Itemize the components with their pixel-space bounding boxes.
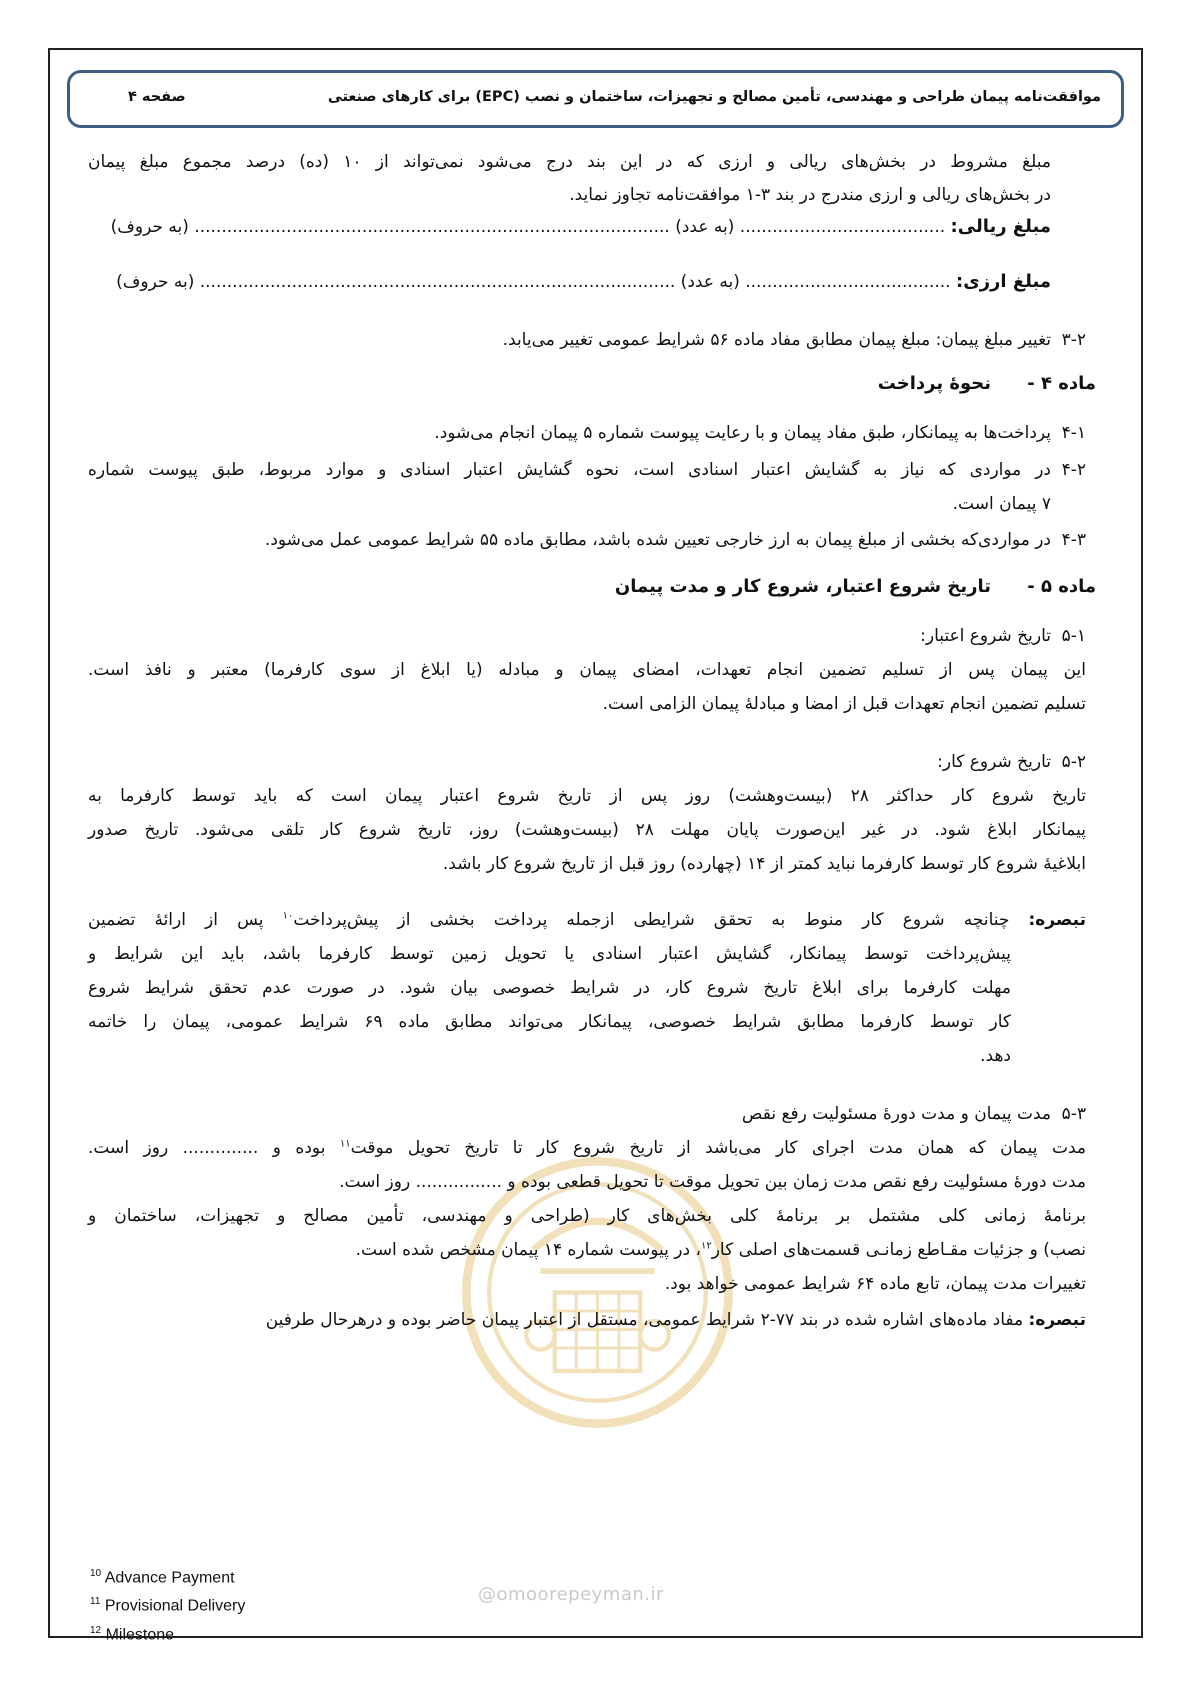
rial-amount-label: مبلغ ریالی: xyxy=(950,216,1051,237)
clause-5-1-line-2: تسلیم تضمین انجام تعهدات قبل از امضا و مبادلۀ پیمان الزامی است. xyxy=(602,694,1086,714)
clause-5-3-text: ، در پیوست شماره ۱۴ پیمان مشخص شده است. xyxy=(355,1240,701,1260)
clause-number: ۵-۲ xyxy=(1061,752,1086,772)
clause-number: ۵-۳ xyxy=(1061,1104,1086,1124)
footnote-ref: ۱۰ xyxy=(282,910,294,922)
note-5-2-line-3: مهلت کارفرما برای ابلاغ تاریخ شروع کار، در شرایط خصوصی بیان شود. در صورت عدم تحقق شرایط شروع xyxy=(88,978,1011,998)
clause-5-3-line-4 xyxy=(356,1240,1086,1260)
intro-line-2: در بخش‌های ریالی و ارزی مندرج در بند ۳-۱ موافقت‌نامه تجاوز نماید. xyxy=(569,185,1051,205)
note-text: مفاد ماده‌های اشاره شده در بند ۷۷-۲ شرایط عمومی، مستقل از اعتبار پیمان حاضر بوده و درهرحال طرفین xyxy=(265,1310,1024,1330)
note-text: پس از ارائۀ تضمین xyxy=(88,910,264,930)
clause-3-2-text: تغییر مبلغ پیمان: مبلغ پیمان مطابق مفاد ماده ۵۶ شرایط عمومی تغییر می‌یابد. xyxy=(502,330,1051,350)
note-5-2-line-2: پیش‌پرداخت توسط پیمانکار، گشایش اعتبار اسنادی یا تحویل زمین توسط کارفرما باشد، باید این شرایط و xyxy=(88,944,1011,964)
clause-5-1-line-1: این پیمان پس از تسلیم تضمین انجام تعهدات، امضای پیمان و مبادله (یا ابلاغ از سوی کارفرما) معتبر و نافذ است. xyxy=(88,660,1086,680)
foreign-amount-label: مبلغ ارزی: xyxy=(956,271,1051,292)
footnote-ref: ۱۲ xyxy=(700,1240,712,1252)
clause-number: ۳-۲ xyxy=(1061,330,1086,350)
clause-number: ۴-۳ xyxy=(1061,530,1086,550)
clause-5-3-text: مدت پیمان که همان مدت اجرای کار می‌باشد از تاریخ شروع کار تا تاریخ تحویل موقت xyxy=(350,1138,1086,1158)
watermark-text: @omoorepeyman.ir xyxy=(478,1584,664,1605)
foreign-amount-row xyxy=(116,271,1051,292)
clause-5-2-title: تاریخ شروع کار: xyxy=(937,752,1051,772)
footnote-ref: ۱۱ xyxy=(339,1138,351,1150)
clause-4-3-text: در مواردی‌که بخشی از مبلغ پیمان به ارز خارجی تعیین شده باشد، مطابق ماده ۵۵ شرایط عمومی عمل می‌شود. xyxy=(264,530,1051,550)
rial-amount-row xyxy=(111,216,1051,237)
clause-5-1-title: تاریخ شروع اعتبار: xyxy=(920,626,1051,646)
clause-5-3-title: مدت پیمان و مدت دورۀ مسئولیت رفع نقص xyxy=(741,1104,1051,1124)
note-text: چنانچه شروع کار منوط به تحقق شرایطی ازجمله پرداخت بخشی از پیش‌پرداخت xyxy=(293,910,1010,930)
header-title: موافقت‌نامه پیمان طراحی و مهندسی، تأمین مصالح و تجهیزات، ساختمان و نصب (EPC) برای کارهای صنعتی xyxy=(327,89,1101,105)
clause-4-2-line-2: ۷ پیمان است. xyxy=(952,494,1051,514)
footnote-item: $^{10}$ Advance Payment xyxy=(90,1568,235,1587)
article-4-label: ماده ۴ - xyxy=(1027,373,1096,394)
clause-5-2-line-2: پیمانکار ابلاغ شود. در غیر این‌صورت پایان مهلت ۲۸ (بیست‌وهشت) روز، تاریخ شروع کار تلقی می‌شود. تاریخ صدور xyxy=(88,820,1086,840)
article-4-title: نحوۀ پرداخت xyxy=(877,373,991,394)
footnote-item: $^{11}$ Provisional Delivery xyxy=(90,1596,246,1615)
clause-5-2-line-3: ابلاغیۀ شروع کار توسط کارفرما نباید کمتر از ۱۴ (چهارده) روز قبل از تاریخ شروع کار باشد. xyxy=(442,854,1086,874)
note-label: تبصره: xyxy=(1028,910,1086,930)
clause-4-1-text: پرداخت‌ها به پیمانکار، طبق مفاد پیمان و با رعایت پیوست شماره ۵ پیمان انجام می‌شود. xyxy=(434,423,1051,443)
footnotes xyxy=(90,1562,245,1647)
page-header xyxy=(67,70,1124,128)
footnote-item: $^{12}$ Milestone xyxy=(90,1624,175,1643)
page-number: صفحه ۴ xyxy=(128,89,186,105)
clause-number: ۴-۱ xyxy=(1061,423,1086,443)
note-5-3 xyxy=(266,1310,1086,1330)
intro-line-1: مبلغ مشروط در بخش‌های ریالی و ارزی که در این بند درج می‌شود نمی‌تواند از ۱۰ (ده) درصد مجموع مبلغ پیمان xyxy=(88,152,1052,172)
clause-number: ۴-۲ xyxy=(1061,460,1086,480)
article-5-label: ماده ۵ - xyxy=(1027,576,1096,597)
article-5-title: تاریخ شروع اعتبار، شروع کار و مدت پیمان xyxy=(614,576,991,597)
clause-4-2-line-1: در مواردی که نیاز به گشایش اعتبار اسنادی است، نحوه گشایش اعتبار اسنادی و موارد مربوط، طبق پیوست شماره xyxy=(88,460,1051,480)
note-label: تبصره: xyxy=(1028,1310,1086,1330)
clause-5-3-line-2: مدت دورۀ مسئولیت رفع نقص مدت زمان بین تحویل موقت تا تحویل قطعی بوده و ................ روز است. xyxy=(339,1172,1086,1192)
note-5-2-line-1 xyxy=(88,910,1086,930)
rial-amount-fill: ...................................... (به عدد) ........................................................................................ (به حروف) xyxy=(110,217,946,237)
clause-5-3-line-3: برنامۀ زمانی کلی مشتمل بر برنامۀ کلی بخش‌های کار (طراحی و مهندسی، تأمین مصالح و تجهیزات، ساختمان و xyxy=(88,1206,1086,1226)
clause-5-3-text: بوده و .............. روز است. xyxy=(88,1138,326,1158)
clause-5-3-line-5: تغییرات مدت پیمان، تابع ماده ۶۴ شرایط عمومی خواهد بود. xyxy=(664,1274,1086,1294)
clause-number: ۵-۱ xyxy=(1061,626,1086,646)
clause-5-3-line-1 xyxy=(88,1138,1086,1158)
foreign-amount-fill: ...................................... (به عدد) ........................................................................................ (به حروف) xyxy=(116,272,951,292)
note-5-2-line-4: کار توسط کارفرما مطابق شرایط خصوصی، پیمانکار می‌تواند مطابق ماده ۶۹ شرایط عمومی، پیمان را خاتمه xyxy=(88,1012,1011,1032)
clause-5-3-text: نصب) و جزئیات مقـاطع زمانـی قسمت‌های اصلی کار xyxy=(711,1240,1086,1260)
note-5-2-line-5: دهد. xyxy=(980,1046,1011,1066)
clause-5-2-line-1: تاریخ شروع کار حداکثر ۲۸ (بیست‌وهشت) روز پس از تاریخ شروع اعتبار پیمان است که باید توسط کارفرما به xyxy=(88,786,1086,806)
